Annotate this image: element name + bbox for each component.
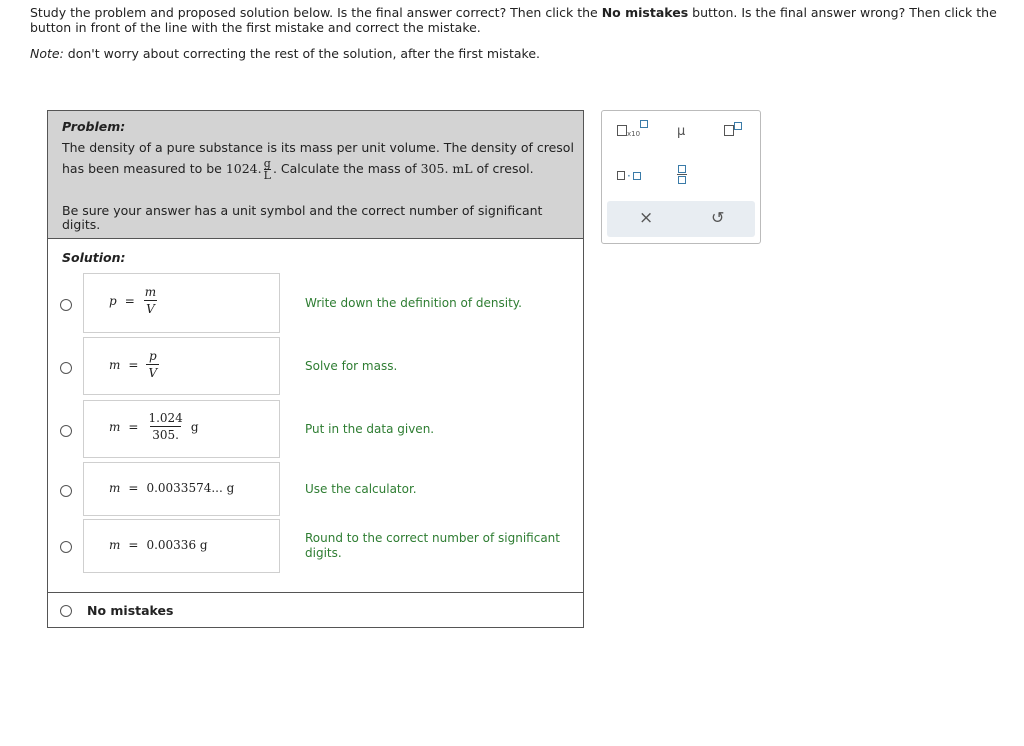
step-3-lhs: m — [109, 419, 121, 434]
problem-title: Problem: — [62, 119, 126, 134]
step-5-equation — [83, 519, 280, 573]
density-unit — [264, 158, 271, 181]
numerator-box-icon — [678, 165, 686, 173]
exponent-box-icon — [640, 120, 648, 128]
no-mistakes-label[interactable]: No mistakes — [87, 603, 174, 618]
multiply-button[interactable] — [617, 169, 641, 183]
problem-line-2-pre: has been measured to be — [62, 161, 226, 176]
undo-icon[interactable]: ↺ — [711, 208, 725, 227]
step-2-eq — [109, 348, 159, 381]
step-4-eq — [109, 481, 234, 495]
instructions-bold: No mistakes — [601, 5, 689, 20]
mu-button[interactable]: μ — [677, 124, 686, 139]
step-1-op: = — [124, 293, 135, 308]
solution-title: Solution: — [62, 250, 126, 265]
step-4-equation — [83, 462, 280, 516]
step-2-den: V — [148, 366, 158, 380]
step-1-eq — [109, 284, 158, 317]
step-4-value: 0.0033574... g — [146, 481, 235, 495]
right-box-icon — [633, 172, 641, 180]
step-4-radio[interactable] — [60, 485, 72, 497]
problem-line-2-post: . Calculate the mass of — [272, 161, 421, 176]
step-3-op: = — [128, 419, 139, 434]
step-1-fraction — [143, 284, 158, 317]
volume-value: 305. mL — [420, 161, 473, 176]
instructions — [30, 5, 1000, 35]
scientific-notation-button[interactable] — [617, 125, 648, 139]
step-5-radio[interactable] — [60, 541, 72, 553]
step-4-lhs: m — [109, 481, 121, 495]
step-2-op: = — [128, 357, 139, 372]
fraction-button[interactable] — [677, 165, 687, 184]
note — [30, 46, 540, 61]
step-3-eq — [109, 410, 199, 443]
mantissa-box-icon — [617, 125, 627, 136]
step-1-explanation: Write down the definition of density. — [305, 296, 522, 310]
clear-icon[interactable]: × — [639, 208, 654, 228]
left-box-icon — [617, 171, 625, 180]
no-mistakes-row[interactable] — [48, 592, 583, 628]
dot-label: · — [627, 169, 631, 183]
density-value: 1024. — [225, 161, 262, 176]
problem-panel — [48, 111, 583, 239]
base-box-icon — [724, 125, 734, 136]
step-2-radio[interactable] — [60, 362, 72, 374]
math-toolbar — [601, 110, 761, 244]
no-mistakes-radio[interactable] — [60, 605, 72, 617]
step-1-lhs: p — [109, 293, 117, 308]
note-text: don't worry about correcting the rest of the solution, after the first mistake. — [63, 46, 541, 61]
superscript-button[interactable] — [724, 125, 742, 139]
step-2-num: p — [148, 349, 157, 363]
step-1-equation — [83, 273, 280, 333]
step-5-eq — [109, 538, 208, 552]
step-4-op: = — [128, 481, 139, 495]
problem-line-3: Be sure your answer has a unit symbol and the correct number of significant digits. — [62, 203, 543, 232]
step-5-lhs: m — [109, 538, 121, 552]
instructions-text-2: button. Is the final answer wrong? Then click the button in front of the line with the first mistake and correct the mistake. — [30, 5, 997, 35]
fraction-bar-icon — [677, 174, 687, 175]
step-1-num: m — [144, 285, 157, 299]
step-5-explanation: Round to the correct number of significant digits. — [305, 531, 560, 560]
step-5-op: = — [128, 538, 139, 552]
density-unit-den: L — [263, 169, 271, 182]
step-3-unit: g — [190, 419, 199, 434]
problem-line-2-end: of cresol. — [472, 161, 534, 176]
denominator-box-icon — [678, 176, 686, 184]
step-3-fraction — [146, 410, 184, 443]
problem-line-1: The density of a pure substance is its mass per unit volume. The density of cresol — [62, 140, 574, 155]
instructions-text-1: Study the problem and proposed solution below. Is the final answer correct? Then click the — [30, 5, 602, 20]
step-2-explanation: Solve for mass. — [305, 359, 398, 373]
step-3-equation — [83, 400, 280, 458]
question-box — [47, 110, 584, 628]
problem-line-2 — [62, 158, 534, 181]
step-1-den: V — [146, 302, 155, 316]
step-2-equation — [83, 337, 280, 395]
toolbar-action-bar — [607, 201, 755, 237]
step-1-radio[interactable] — [60, 299, 72, 311]
density-unit-num: g — [263, 157, 271, 170]
x10-label: x10 — [627, 130, 641, 138]
step-3-den: 305. — [152, 428, 179, 442]
note-label: Note: — [30, 46, 64, 61]
superscript-box-icon — [734, 122, 742, 130]
step-3-explanation: Put in the data given. — [305, 422, 435, 436]
step-4-explanation: Use the calculator. — [305, 482, 417, 496]
step-2-fraction — [146, 348, 159, 381]
step-3-radio[interactable] — [60, 425, 72, 437]
step-2-lhs: m — [109, 357, 121, 372]
step-5-value: 0.00336 g — [146, 538, 208, 552]
step-3-num: 1.024 — [148, 411, 183, 425]
